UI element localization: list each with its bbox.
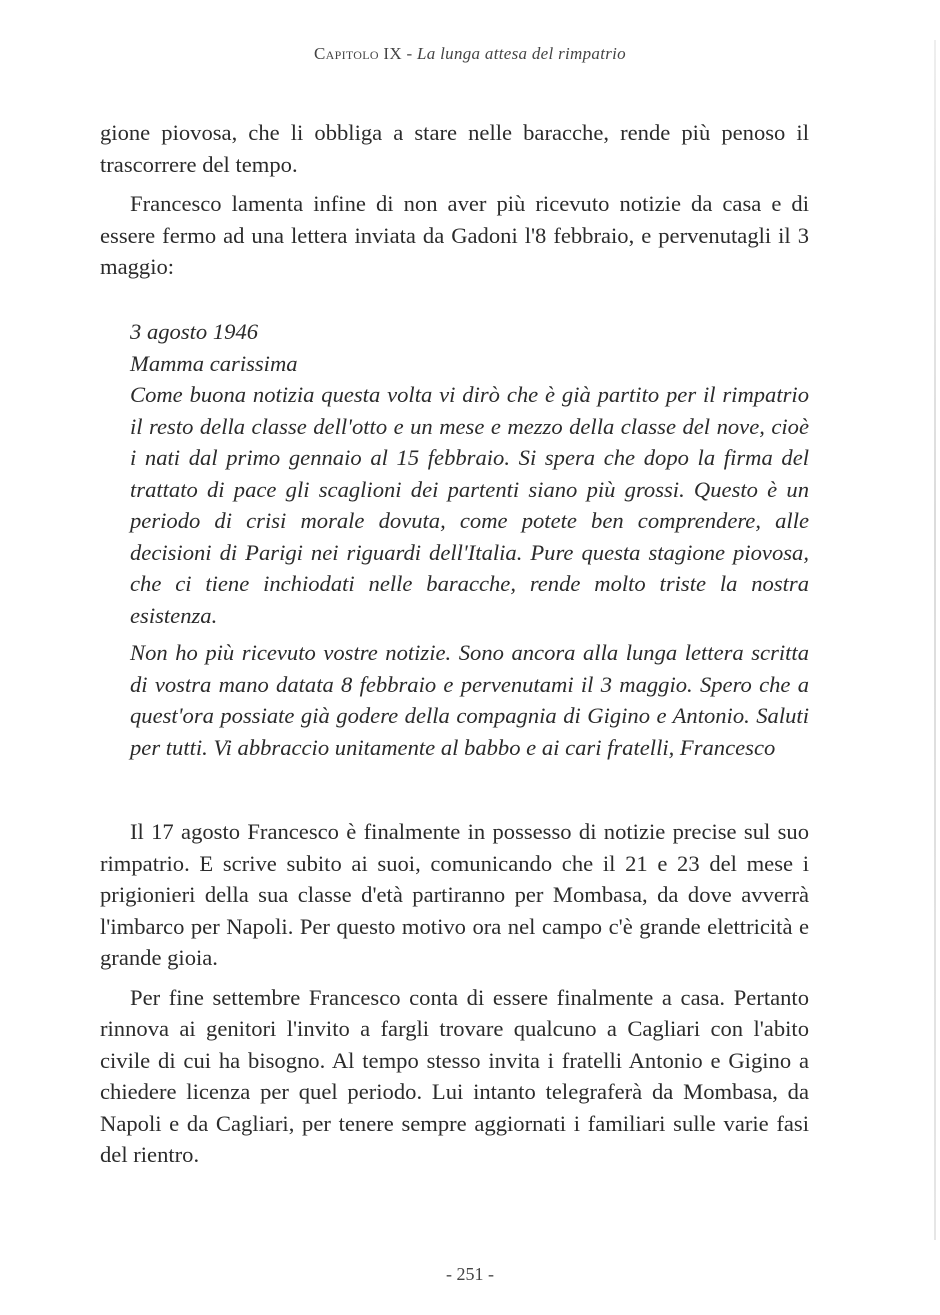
paragraph: Il 17 agosto Francesco è finalmente in possesso di notizie precise sul suo rimpatrio. E scrive subito ai suoi, comunicando che il 21 e 23 del mese i prigionieri della sua classe d'età partiranno per Mombasa, da dove avverrà l'imbarco per Napoli. Per questo motivo ora nel campo c'è grande elettricità e grande gioia. — [100, 819, 809, 970]
paragraph-continuation: gione piovosa, che li obbliga a stare nelle baracche, rende più penoso il trascorrere del tempo. — [100, 120, 809, 177]
letter-paragraph: Non ho più ricevuto vostre notizie. Sono ancora alla lunga lettera scritta di vostra mano datata 8 febbraio e pervenutami il 3 maggio. Spero che a quest'ora possiate già godere della compagnia di Gigino e Antonio. Saluti per tutti. Vi abbraccio unitamente al babbo e ai cari fratelli, Francesco — [130, 640, 809, 760]
letter-date: 3 agosto 1946 — [130, 319, 259, 344]
body-text-bottom — [100, 816, 809, 1179]
header-separator: - — [401, 44, 418, 63]
chapter-label: Capitolo IX — [314, 44, 402, 63]
body-text-top — [100, 117, 809, 291]
paragraph: Per fine settembre Francesco conta di essere finalmente a casa. Pertanto rinnova ai genitori l'invito a fargli trovare qualcuno a Cagliari con l'abito civile di cui ha bisogno. Al tempo stesso invita i fratelli Antonio e Gigino a chiedere licenza per quel periodo. Lui intanto telegraferà da Mombasa, da Napoli e da Cagliari, per tenere sempre aggiornati i familiari sulle varie fasi del rientro. — [100, 984, 809, 1167]
letter-salutation: Mamma carissima — [130, 350, 298, 376]
running-header — [0, 44, 940, 64]
quoted-letter — [130, 316, 809, 769]
letter-paragraph: Come buona notizia questa volta vi dirò che è già partito per il rimpatrio il resto della classe dell'otto e un mese e mezzo della classe del nove, cioè i nati dal primo gennaio al 15 febbraio. Si spera che dopo la firma del trattato di pace gli scaglioni dei partenti siano più grossi. Questo è un periodo di crisi morale dovuta, come potete ben comprendere, alle decisioni di Parigi nei riguardi dell'Italia. Pure questa stagione piovosa, che ci tiene inchiodati nelle baracche, rende molto triste la nostra esistenza. — [130, 382, 809, 628]
page-edge-shadow — [934, 40, 936, 1240]
chapter-title: La lunga attesa del rimpatrio — [417, 44, 626, 63]
paragraph: Francesco lamenta infine di non aver più ricevuto notizie da casa e di essere fermo ad una lettera inviata da Gadoni l'8 febbraio, e pervenutagli il 3 maggio: — [100, 191, 809, 279]
page-number: - 251 - — [446, 1264, 494, 1284]
